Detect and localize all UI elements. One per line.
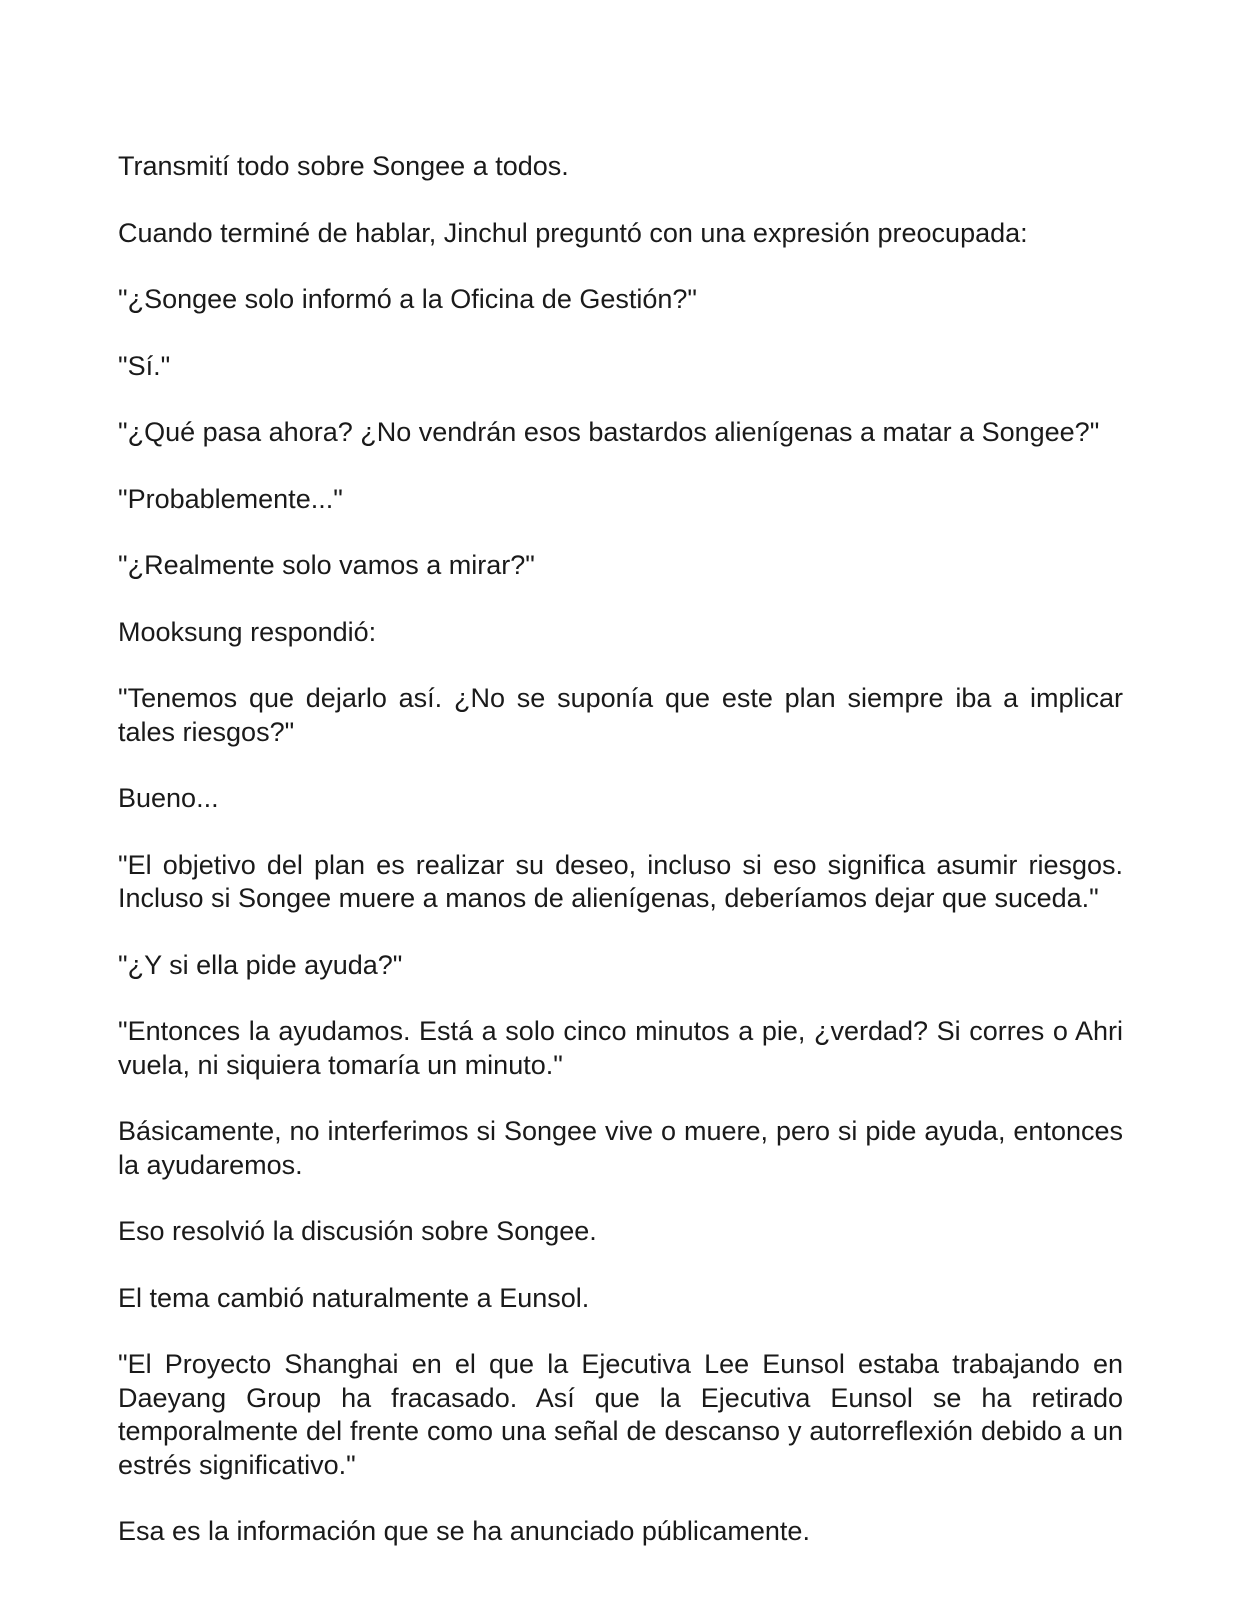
- paragraph-11: "El objetivo del plan es realizar su deseo, incluso si eso significa asumir riesgos. Incluso si Songee muere a manos de alienígenas, deberíamos dejar que suceda.": [118, 849, 1123, 913]
- paragraph-4: "Sí.": [118, 350, 171, 381]
- paragraph-17: "El Proyecto Shanghai en el que la Ejecutiva Lee Eunsol estaba trabajando en Daeyang Group ha fracasado. Así que la Ejecutiva Eunsol se ha retirado temporalmente del frente como una señal de descanso y autorreflexión debido a un estrés significativo.": [118, 1349, 1123, 1480]
- paragraph-10: Bueno...: [118, 783, 219, 813]
- paragraph-13: "Entonces la ayudamos. Está a solo cinco minutos a pie, ¿verdad? Si corres o Ahri vuela, ni siquiera tomaría un minuto.": [118, 1016, 1123, 1080]
- paragraph-7: "¿Realmente solo vamos a mirar?": [118, 550, 535, 580]
- paragraph-5: "¿Qué pasa ahora? ¿No vendrán esos bastardos alienígenas a matar a Songee?": [118, 417, 1100, 447]
- paragraph-3: "¿Songee solo informó a la Oficina de Gestión?": [118, 284, 697, 314]
- paragraph-9: "Tenemos que dejarlo así. ¿No se suponía que este plan siempre iba a implicar tales riesgos?": [118, 683, 1123, 747]
- paragraph-1: Transmití todo sobre Songee a todos.: [118, 151, 569, 181]
- paragraph-18: Esa es la información que se ha anunciado públicamente.: [118, 1516, 810, 1546]
- paragraph-12: "¿Y si ella pide ayuda?": [118, 949, 403, 980]
- document-body: [118, 150, 1123, 1582]
- paragraph-2: Cuando terminé de hablar, Jinchul preguntó con una expresión preocupada:: [118, 217, 1028, 248]
- paragraph-8: Mooksung respondió:: [118, 616, 377, 647]
- paragraph-14: Básicamente, no interferimos si Songee vive o muere, pero si pide ayuda, entonces la ayudaremos.: [118, 1116, 1123, 1180]
- paragraph-16: El tema cambió naturalmente a Eunsol.: [118, 1282, 590, 1313]
- paragraph-6: "Probablemente...": [118, 483, 343, 514]
- paragraph-15: Eso resolvió la discusión sobre Songee.: [118, 1216, 597, 1246]
